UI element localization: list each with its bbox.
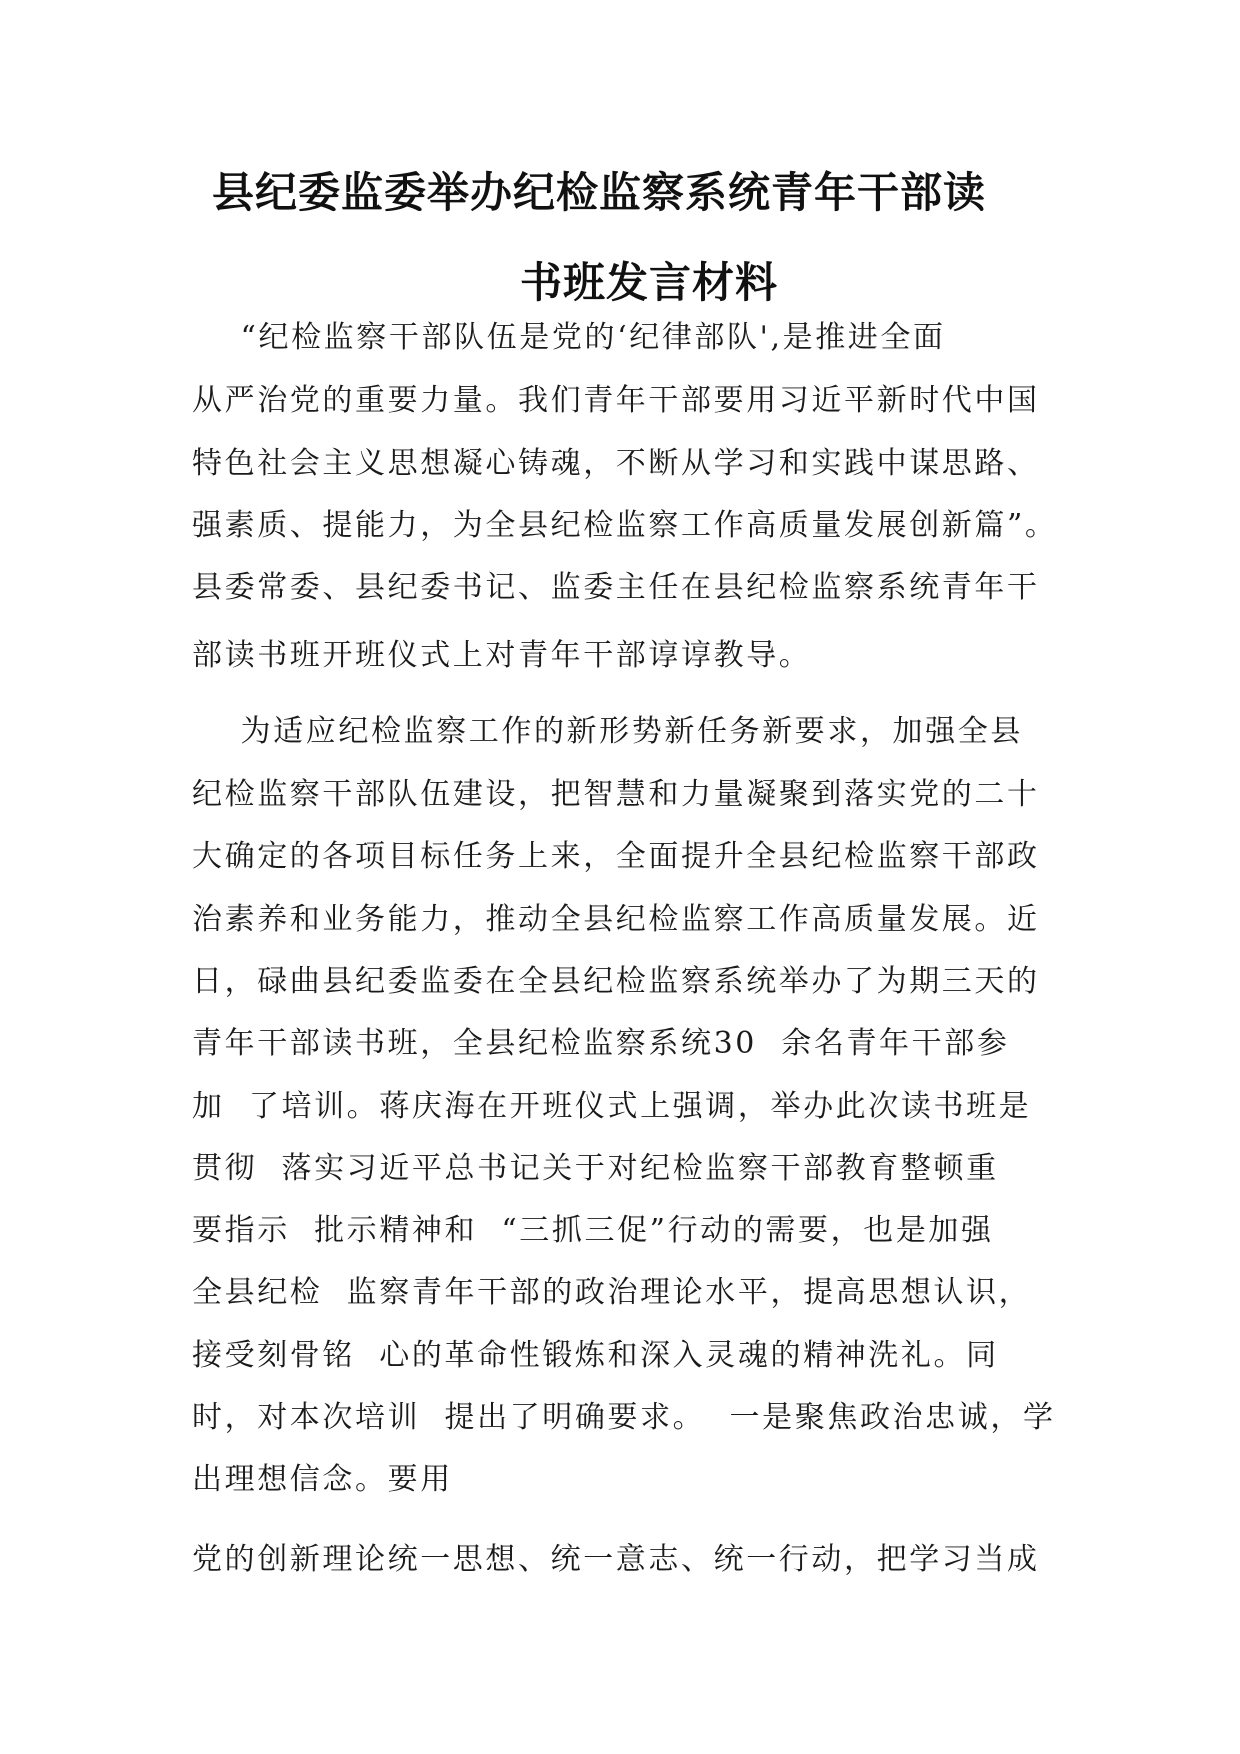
body-text-line: 接受刻骨铭 心的革命性锻炼和深入灵魂的精神洗礼。同 (192, 1338, 999, 1373)
body-text-line: 治素养和业务能力，推动全县纪检监察工作高质量发展。近 (192, 902, 1040, 937)
body-text-line: 全县纪检 监察青年干部的政治理论水平，提高思想认识， (192, 1275, 1032, 1310)
body-text-line: 从严治党的重要力量。我们青年干部要用习近平新时代中国 (192, 383, 1040, 418)
body-text-line: 县委常委、县纪委书记、监委主任在县纪检监察系统青年干 (192, 570, 1040, 605)
body-text-line: 为适应纪检监察工作的新形势新任务新要求，加强全县 (192, 714, 1023, 749)
body-text-line: 青年干部读书班，全县纪检监察系统30 余名青年干部参 (192, 1026, 1010, 1061)
body-text-line: 纪检监察干部队伍建设，把智慧和力量凝聚到落实党的二十 (192, 777, 1040, 812)
body-text-line: 强素质、提能力，为全县纪检监察工作高质量发展创新篇”。 (192, 508, 1058, 543)
body-text-line: 部读书班开班仪式上对青年干部谆谆教导。 (192, 638, 812, 673)
body-text-line: 时，对本次培训 提出了明确要求。 一是聚焦政治忠诚，学 (192, 1400, 1056, 1435)
body-text-line: 日，碌曲县纪委监委在全县纪检监察系统举办了为期三天的 (192, 964, 1040, 999)
body-text-line: 要指示 批示精神和 “三抓三促”行动的需要，也是加强 (192, 1213, 994, 1248)
document-title-line-2: 书班发言材料 (520, 258, 779, 307)
body-text-line: 贯彻 落实习近平总书记关于对纪检监察干部教育整顿重 (192, 1151, 999, 1186)
body-text-line: 党的创新理论统一思想、统一意志、统一行动，把学习当成 (192, 1542, 1040, 1577)
body-text-line: 特色社会主义思想凝心铸魂，不断从学习和实践中谋思路、 (192, 446, 1040, 481)
body-text-line: 大确定的各项目标任务上来，全面提升全县纪检监察干部政 (192, 839, 1040, 874)
document-title-line-1: 县纪委监委举办纪检监察系统青年干部读 (212, 168, 987, 217)
body-text-line: 加 了培训。蒋庆海在开班仪式上强调，举办此次读书班是 (192, 1089, 1032, 1124)
body-text-line: 出理想信念。要用 (192, 1462, 453, 1497)
body-text-line: “纪检监察干部队伍是党的‘纪律部队',是推进全面 (192, 320, 946, 355)
